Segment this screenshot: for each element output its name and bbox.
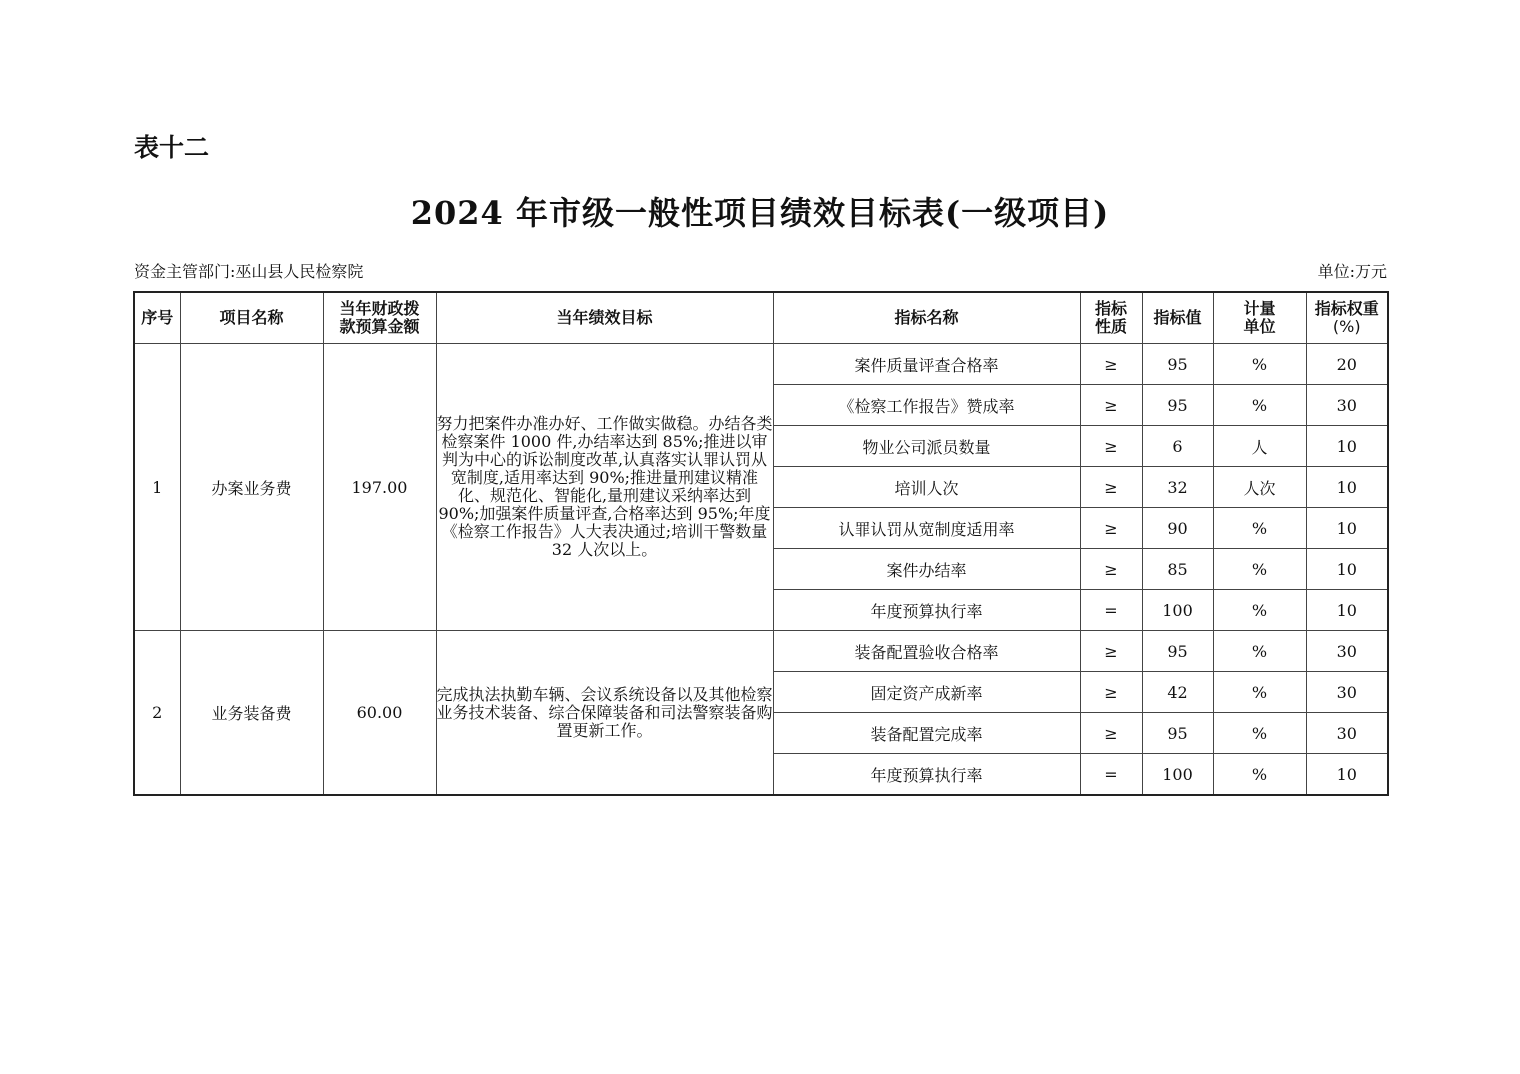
project-goal: 完成执法执勤车辆、会议系统设备以及其他检察业务技术装备、综合保障装备和司法警察装备购置更新工作。: [436, 631, 773, 796]
indicator-nature: ≥: [1080, 549, 1142, 590]
indicator-name: 装备配置完成率: [773, 713, 1080, 754]
indicator-value: 100: [1142, 754, 1213, 796]
header-indicator-value: 指标值: [1142, 292, 1213, 344]
project-goal: 努力把案件办准办好、工作做实做稳。办结各类检察案件 1000 件,办结率达到 85%;推进以审判为中心的诉讼制度改革,认真落实认罪认罚从宽制度,适用率达到 90%;推进量刑建议精准化、规范化、智能化,量刑建议采纳率达到 90%;加强案件质量评查,合格率达到 95%;年度《检察工作报告》人大表决通过;培训干警数量 32 人次以上。: [436, 344, 773, 631]
indicator-name: 培训人次: [773, 467, 1080, 508]
indicator-name: 案件办结率: [773, 549, 1080, 590]
indicator-unit: %: [1213, 344, 1306, 385]
table-row: [134, 631, 1388, 672]
indicator-weight: 30: [1306, 713, 1388, 754]
indicator-nature: ≥: [1080, 385, 1142, 426]
indicator-name: 认罪认罚从宽制度适用率: [773, 508, 1080, 549]
indicator-weight: 20: [1306, 344, 1388, 385]
indicator-unit: %: [1213, 713, 1306, 754]
indicator-unit: 人次: [1213, 467, 1306, 508]
indicator-nature: ≥: [1080, 344, 1142, 385]
indicator-nature: =: [1080, 590, 1142, 631]
project-amount: 60.00: [323, 631, 436, 796]
indicator-weight: 30: [1306, 631, 1388, 672]
indicator-nature: =: [1080, 754, 1142, 796]
header-project-name: 项目名称: [180, 292, 323, 344]
header-seq: 序号: [134, 292, 180, 344]
indicator-value: 100: [1142, 590, 1213, 631]
page-title: 2024 年市级一般性项目绩效目标表(一级项目): [410, 194, 1110, 232]
indicator-value: 6: [1142, 426, 1213, 467]
indicator-value: 95: [1142, 344, 1213, 385]
indicator-value: 95: [1142, 631, 1213, 672]
indicator-name: 案件质量评查合格率: [773, 344, 1080, 385]
indicator-unit: %: [1213, 549, 1306, 590]
indicator-name: 装备配置验收合格率: [773, 631, 1080, 672]
indicator-nature: ≥: [1080, 426, 1142, 467]
indicator-weight: 10: [1306, 590, 1388, 631]
indicator-value: 90: [1142, 508, 1213, 549]
indicator-nature: ≥: [1080, 508, 1142, 549]
indicator-unit: %: [1213, 385, 1306, 426]
indicator-nature: ≥: [1080, 467, 1142, 508]
project-seq: 2: [134, 631, 180, 796]
indicator-name: 固定资产成新率: [773, 672, 1080, 713]
header-goal: 当年绩效目标: [436, 292, 773, 344]
indicator-weight: 30: [1306, 672, 1388, 713]
department-label: 资金主管部门:巫山县人民检察院: [134, 262, 364, 281]
project-amount: 197.00: [323, 344, 436, 631]
indicator-name: 年度预算执行率: [773, 590, 1080, 631]
header-weight: 指标权重 (%): [1306, 292, 1388, 344]
project-name: 办案业务费: [180, 344, 323, 631]
indicator-weight: 10: [1306, 754, 1388, 796]
indicator-value: 95: [1142, 385, 1213, 426]
indicator-weight: 30: [1306, 385, 1388, 426]
indicator-unit: 人: [1213, 426, 1306, 467]
indicator-value: 42: [1142, 672, 1213, 713]
indicator-weight: 10: [1306, 549, 1388, 590]
indicator-nature: ≥: [1080, 672, 1142, 713]
header-indicator-nature: 指标 性质: [1080, 292, 1142, 344]
indicator-weight: 10: [1306, 508, 1388, 549]
table-header-row: [134, 292, 1388, 344]
header-budget-amount: 当年财政拨 款预算金额: [323, 292, 436, 344]
indicator-weight: 10: [1306, 426, 1388, 467]
indicator-value: 95: [1142, 713, 1213, 754]
project-name: 业务装备费: [180, 631, 323, 796]
indicator-value: 32: [1142, 467, 1213, 508]
indicator-name: 物业公司派员数量: [773, 426, 1080, 467]
indicator-unit: %: [1213, 508, 1306, 549]
performance-table: [133, 291, 1389, 796]
indicator-weight: 10: [1306, 467, 1388, 508]
indicator-name: 《检察工作报告》赞成率: [773, 385, 1080, 426]
indicator-value: 85: [1142, 549, 1213, 590]
unit-label: 单位:万元: [1317, 262, 1387, 281]
project-seq: 1: [134, 344, 180, 631]
table-row: [134, 344, 1388, 385]
indicator-unit: %: [1213, 590, 1306, 631]
indicator-nature: ≥: [1080, 631, 1142, 672]
header-indicator-name: 指标名称: [773, 292, 1080, 344]
indicator-name: 年度预算执行率: [773, 754, 1080, 796]
indicator-unit: %: [1213, 672, 1306, 713]
document-label: 表十二: [134, 133, 210, 162]
header-measure-unit: 计量 单位: [1213, 292, 1306, 344]
indicator-nature: ≥: [1080, 713, 1142, 754]
indicator-unit: %: [1213, 631, 1306, 672]
indicator-unit: %: [1213, 754, 1306, 796]
